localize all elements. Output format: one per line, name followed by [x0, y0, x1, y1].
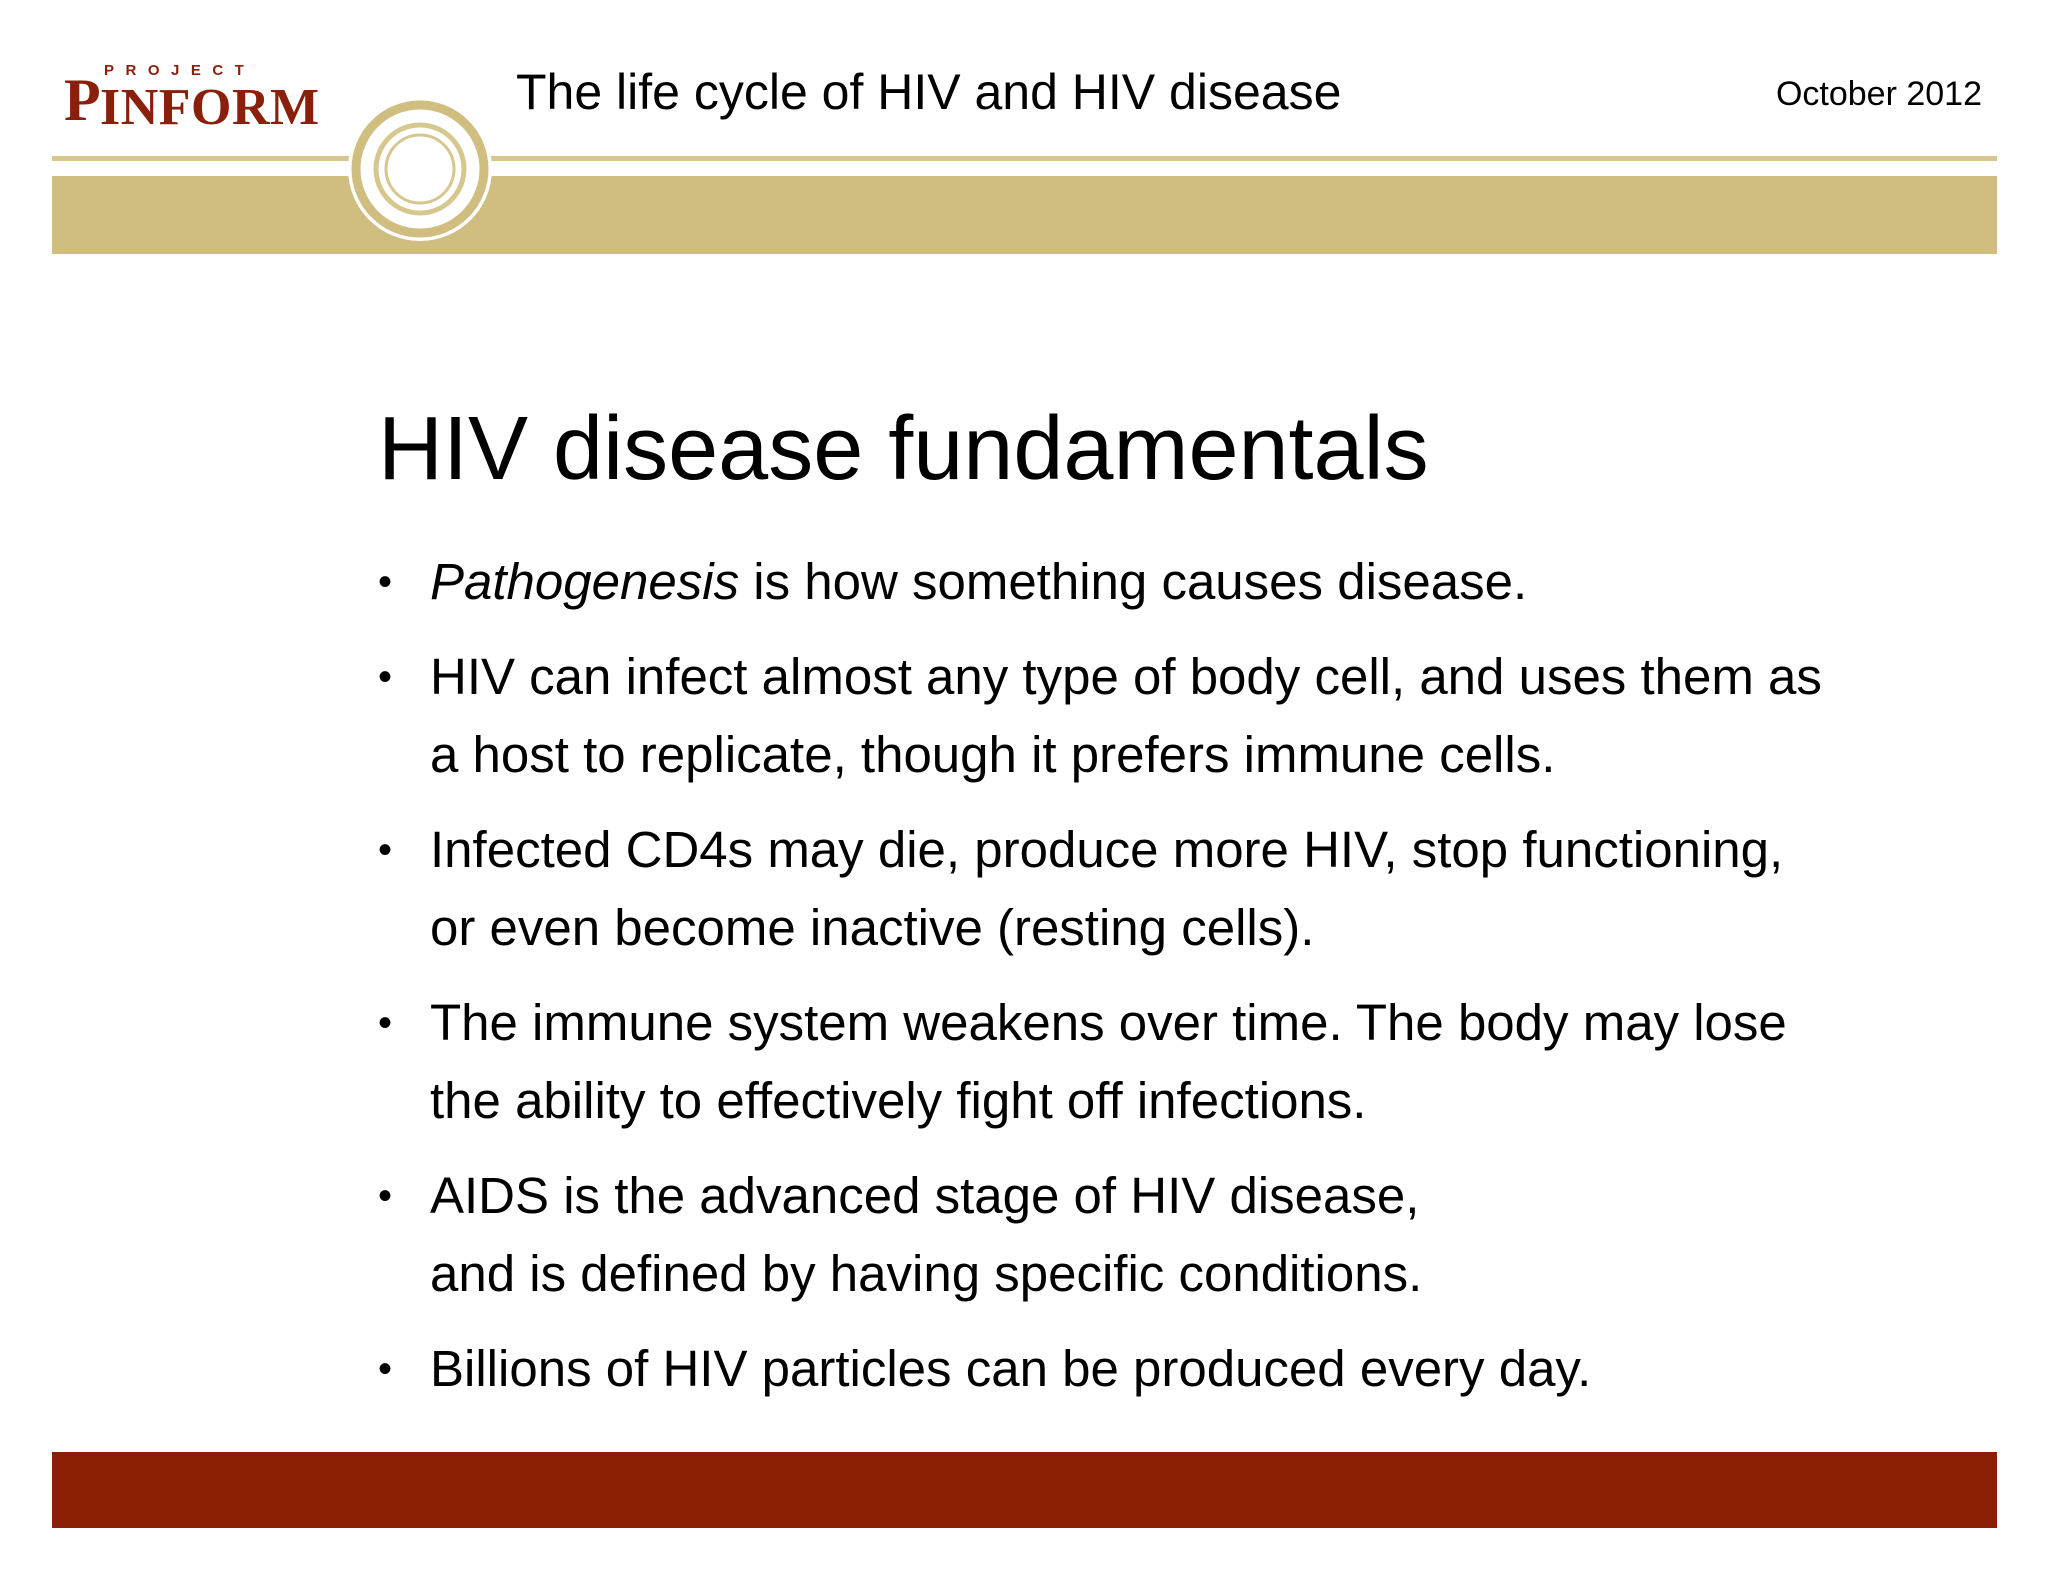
bullet-text [430, 1157, 1978, 1313]
bullet-text [430, 811, 1978, 967]
slide-title: HIV disease fundamentals [378, 399, 1429, 499]
logo-project-word: PROJECT [104, 62, 256, 79]
footer-band [52, 1452, 1997, 1528]
bullet-item [378, 543, 1978, 621]
bullet-text [430, 638, 1978, 794]
bullet-line-text: and is defined by having specific conditions. [430, 1245, 1423, 1302]
logo-inform-word: INFORM [100, 79, 320, 136]
bullet-item [378, 1157, 1978, 1313]
project-inform-logo [64, 62, 334, 136]
deck-title: The life cycle of HIV and HIV disease [516, 64, 1342, 120]
bullet-line-text: or even become inactive (resting cells). [430, 899, 1315, 956]
bullet-dot-icon: • [378, 560, 393, 604]
bullet-line-text: a host to replicate, though it prefers immune cells. [430, 726, 1556, 783]
bullet-line [430, 716, 1978, 794]
bullet-line [430, 1062, 1978, 1140]
bullet-item [378, 638, 1978, 794]
bullet-emphasis: Pathogenesis [430, 553, 740, 610]
bullet-dot-icon: • [378, 655, 393, 699]
bullet-line-text: The immune system weakens over time. The body may lose [430, 994, 1787, 1051]
bullet-dot-icon: • [378, 1174, 393, 1218]
bullet-line [430, 1235, 1978, 1313]
bullet-line-text: the ability to effectively fight off infections. [430, 1072, 1367, 1129]
bullet-line-text: is how something causes disease. [739, 553, 1528, 610]
bullet-text [430, 984, 1978, 1140]
bullet-item [378, 1330, 1978, 1408]
bullet-line [430, 543, 1978, 621]
bullet-line [430, 638, 1978, 716]
bullet-line [430, 889, 1978, 967]
bullet-dot-icon: • [378, 1347, 393, 1391]
bullet-dot-icon: • [378, 828, 393, 872]
bullet-line-text: Infected CD4s may die, produce more HIV, stop functioning, [430, 821, 1784, 878]
header-band [52, 176, 1997, 254]
bullet-line [430, 1330, 1978, 1408]
bullet-item [378, 811, 1978, 967]
ring-emblem-icon [345, 94, 495, 244]
bullet-line [430, 984, 1978, 1062]
bullet-line [430, 1157, 1978, 1235]
bullet-item [378, 984, 1978, 1140]
logo-initial: P [64, 67, 101, 133]
bullet-text [430, 543, 1978, 621]
bullet-line [430, 811, 1978, 889]
bullet-line-text: Billions of HIV particles can be produced every day. [430, 1340, 1592, 1397]
bullet-text [430, 1330, 1978, 1408]
bullet-dot-icon: • [378, 1001, 393, 1045]
header-rule [52, 156, 1997, 161]
deck-date: October 2012 [1775, 75, 1982, 113]
bullet-line-text: AIDS is the advanced stage of HIV disease, [430, 1167, 1420, 1224]
bullet-list [378, 543, 1978, 1425]
bullet-line-text: HIV can infect almost any type of body cell, and uses them as [430, 648, 1822, 705]
